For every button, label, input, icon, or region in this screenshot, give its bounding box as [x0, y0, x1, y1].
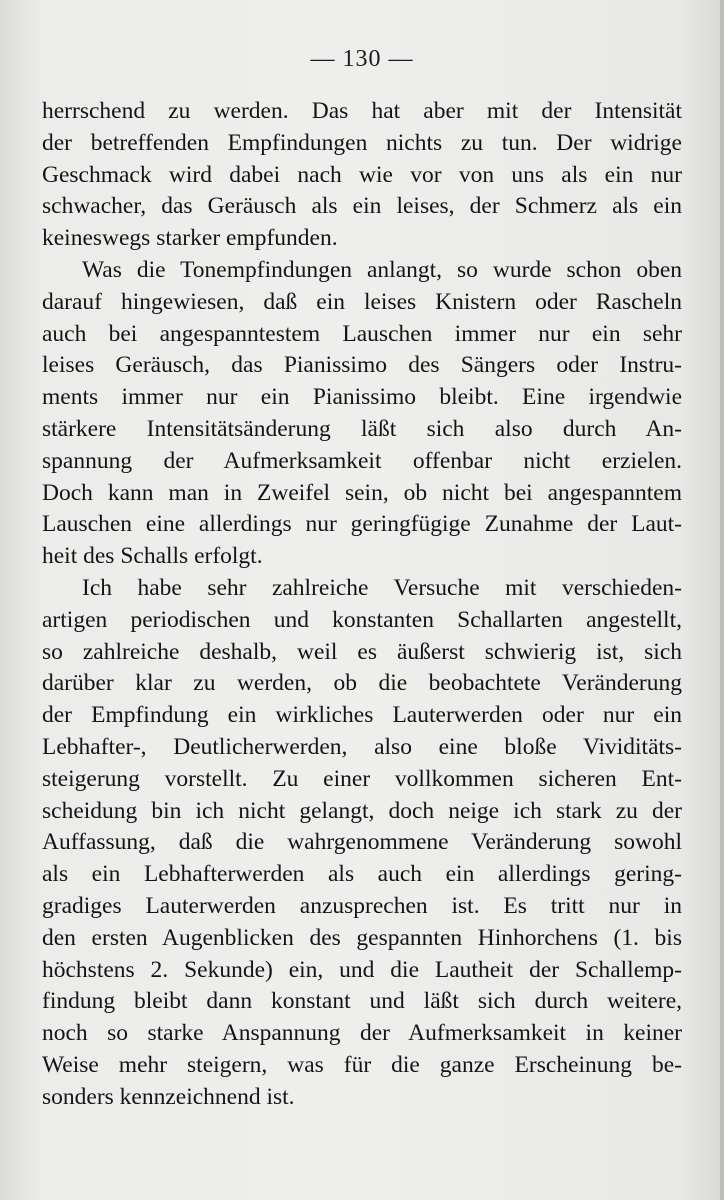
text-line: den ersten Augenblicken des gespannten Hinhorchens (1. bis — [42, 924, 682, 951]
text-line: Geschmack wird dabei nach wie vor von uns als ein nur — [42, 161, 682, 188]
text-line: der betreffenden Empfindungen nichts zu tun. Der widrige — [42, 129, 682, 156]
text-line: höchstens 2. Sekunde) ein, und die Lautheit der Schallemp- — [42, 956, 682, 983]
text-line: heit des Schalls erfolgt. — [42, 543, 263, 570]
text-line: Doch kann man in Zweifel sein, ob nicht bei angespanntem — [42, 479, 682, 506]
text-line: als ein Lebhafterwerden als auch ein allerdings gering- — [42, 861, 682, 888]
text-line: sonders kennzeichnend ist. — [42, 1083, 295, 1110]
page-number: — 130 — — [310, 46, 414, 72]
text-line: findung bleibt dann konstant und läßt sich durch weitere, — [42, 988, 682, 1015]
page-edge-shadow — [720, 0, 724, 1200]
text-line: auch bei angespanntestem Lauschen immer nur ein sehr — [42, 320, 682, 347]
text-line: ments immer nur ein Pianissimo bleibt. Eine irgendwie — [42, 384, 682, 411]
text-line: stärkere Intensitätsänderung läßt sich also durch An- — [42, 415, 682, 442]
text-line: noch so starke Anspannung der Aufmerksamkeit in keiner — [42, 1020, 682, 1047]
text-line: gradiges Lauterwerden anzusprechen ist. Es tritt nur in — [42, 892, 682, 919]
text-line: leises Geräusch, das Pianissimo des Sängers oder Instru- — [42, 352, 682, 379]
text-line: scheidung bin ich nicht gelangt, doch neige ich stark zu der — [42, 797, 682, 824]
text-line: Lebhafter-, Deutlicherwerden, also eine bloße Vividitäts- — [42, 733, 682, 760]
text-line: spannung der Aufmerksamkeit offenbar nicht erzielen. — [42, 447, 682, 474]
text-line: Was die Tonempfindungen anlangt, so wurde schon oben — [82, 256, 682, 283]
text-line: keineswegs starker empfunden. — [42, 225, 338, 252]
text-line: schwacher, das Geräusch als ein leises, der Schmerz als ein — [42, 193, 682, 220]
text-line: darauf hingewiesen, daß ein leises Knistern oder Rascheln — [42, 288, 682, 315]
body-text — [42, 96, 682, 1114]
paragraph — [42, 255, 682, 573]
text-line: Weise mehr steigern, was für die ganze Erscheinung be- — [42, 1051, 682, 1078]
text-line: so zahlreiche deshalb, weil es äußerst schwierig ist, sich — [42, 638, 682, 665]
paragraph — [42, 573, 682, 1114]
text-line: Auffassung, daß die wahrgenommene Veränderung sowohl — [42, 829, 682, 856]
text-line: herrschend zu werden. Das hat aber mit der Intensität — [42, 98, 682, 124]
paragraph — [42, 96, 682, 255]
text-line: darüber klar zu werden, ob die beobachtete Veränderung — [42, 670, 682, 697]
text-line: der Empfindung ein wirkliches Lauterwerden oder nur ein — [42, 702, 682, 729]
text-line: Ich habe sehr zahlreiche Versuche mit verschieden- — [82, 574, 682, 601]
text-line: Lauschen eine allerdings nur geringfügige Zunahme der Laut- — [42, 511, 682, 538]
text-line: artigen periodischen und konstanten Schallarten angestellt, — [42, 606, 682, 633]
text-line: steigerung vorstellt. Zu einer vollkommen sicheren Ent- — [42, 765, 682, 792]
